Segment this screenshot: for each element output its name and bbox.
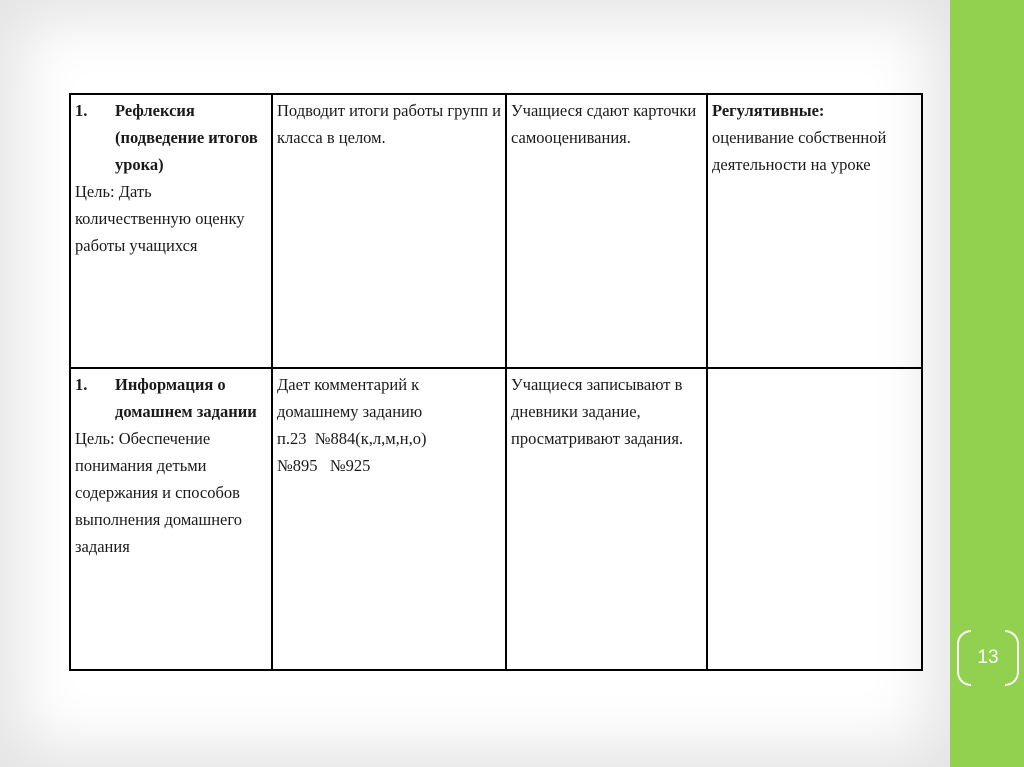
lesson-plan-table [69,93,923,671]
stage-goal: Цель: Обеспечение понимания детьми содержания и способов выполнения домашнего задания [75,429,242,556]
teacher-activity: Подводит итоги работы групп и класса в целом. [277,101,501,147]
left-bracket-icon [957,630,971,686]
stage-cell [70,94,272,368]
stage-goal: Цель: Дать количественную оценку работы учащихся [75,182,245,255]
teacher-activity-cell [272,368,506,670]
table-row [70,94,922,368]
page-number: 13 [977,647,999,668]
homework-assignment: п.23 №884(к,л,м,н,о) [277,429,427,448]
stage-number: 1. [75,375,88,394]
uud-cell [707,94,922,368]
student-activity: Учащиеся сдают карточки самооценивания. [511,101,697,147]
stage-title: Информация о домашнем задании [115,375,257,421]
stage-heading [75,97,267,178]
page-number-badge [957,630,1019,686]
student-activity: Учащиеся записывают в дневники задание, просматривают задания. [511,375,684,448]
stage-cell [70,368,272,670]
stage-number: 1. [75,101,88,120]
stage-heading [75,371,267,425]
student-activity-cell [506,368,707,670]
uud-text: оценивание собственной деятельности на уроке [712,128,887,174]
uud-cell [707,368,922,670]
student-activity-cell [506,94,707,368]
stage-title: Рефлексия (подведение итогов урока) [115,101,258,174]
homework-assignment-extra: №895 №925 [277,456,371,475]
right-bracket-icon [1005,630,1019,686]
uud-label: Регулятивные: [712,101,825,120]
teacher-activity: Дает комментарий к домашнему заданию [277,375,423,421]
table-row [70,368,922,670]
teacher-activity-cell [272,94,506,368]
